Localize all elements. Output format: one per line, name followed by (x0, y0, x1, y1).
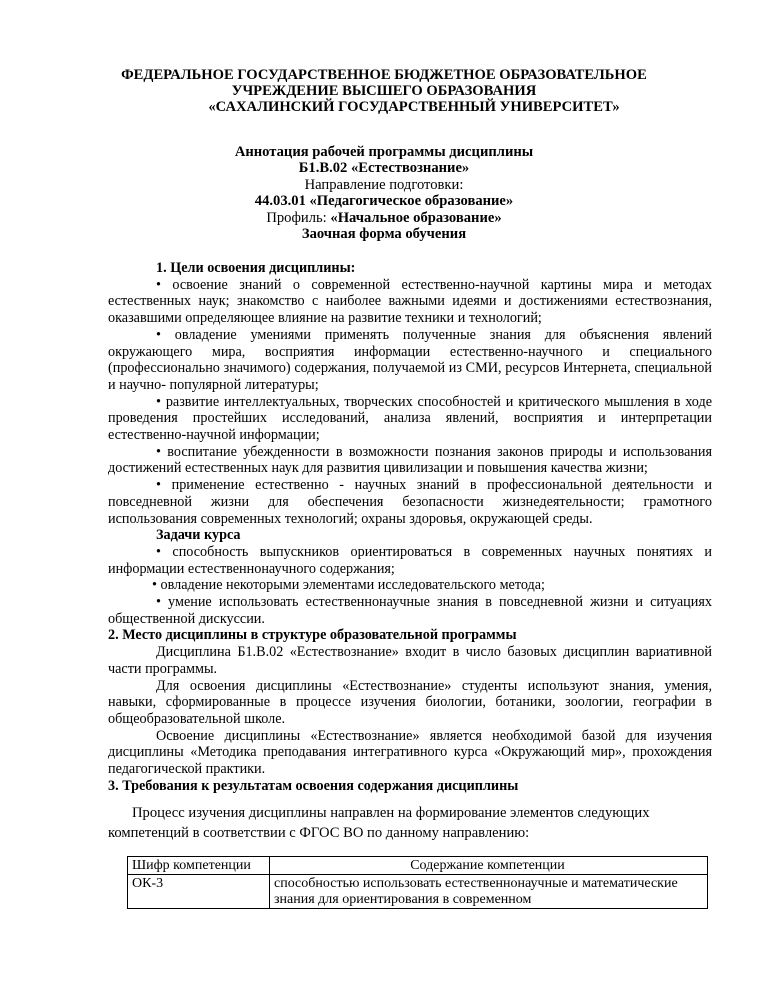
profile-label: Профиль: (266, 209, 331, 226)
profile-line (0, 210, 768, 226)
goal-item: • воспитание убежденности в возможности познания законов природы и использования достижений естественных наук для развития цивилизации и повышения качества жизни; (108, 443, 712, 477)
goal-item: • развитие интеллектуальных, творческих способностей и критического мышления в ходе проведения простейших исследований, анализа явлений, восприятия и интерпретации естественно-научной информации; (108, 393, 712, 444)
tasks-heading: Задачи курса (156, 527, 241, 544)
header-line-3: «САХАЛИНСКИЙ ГОСУДАРСТВЕННЫЙ УНИВЕРСИТЕТ» (208, 99, 620, 115)
competence-table (127, 856, 708, 909)
task-item: • умение использовать естественнонаучные знания в повседневной жизни и ситуациях общественной дискуссии. (108, 594, 712, 627)
direction-label: Направление подготовки: (304, 176, 464, 193)
document-body (108, 260, 712, 795)
section-2-heading: 2. Место дисциплины в структуре образовательной программы (108, 627, 517, 644)
task-item: • овладение некоторыми элементами исследовательского метода; (152, 577, 546, 594)
task-item: • способность выпускников ориентироваться в современных научных понятиях и информации естественнонаучного содержания; (108, 543, 712, 577)
header-line-2: УЧРЕЖДЕНИЕ ВЫСШЕГО ОБРАЗОВАНИЯ (231, 83, 537, 99)
section-3-heading: 3. Требования к результатам освоения содержания дисциплины (108, 777, 519, 794)
section-2-paragraph: Дисциплина Б1.В.02 «Естествознание» входит в число базовых дисциплин вариативной части программы. (108, 644, 712, 677)
profile-value: «Начальное образование» (330, 209, 502, 226)
section-1-heading: 1. Цели освоения дисциплины: (156, 260, 356, 276)
goal-item: • овладение умениями применять полученные знания для объяснения явлений окружающего мира, восприятия информации естественно-научного и специального (профессионально значимого) содержания, получаемой из СМИ, ресурсов Интернета, специальной и научно- популярной литературы; (108, 326, 712, 393)
section-3-intro: Процесс изучения дисциплины направлен на формирование элементов следующих компетенций в соответствии с ФГОС ВО по данному направлению: (108, 805, 650, 841)
competence-code: ОК-3 (128, 875, 270, 909)
goal-item: • применение естественно - научных знаний в профессиональной деятельности и повседневной жизни для обеспечения безопасности жизнедеятельности; грамотного использования современных технологий; охраны здоровья, окружающей среды. (108, 477, 712, 527)
table-header-content: Содержание компетенции (270, 857, 708, 875)
table-header-code: Шифр компетенции (128, 857, 270, 875)
section-2-paragraph: Освоение дисциплины «Естествознание» является необходимой базой для изучения дисциплины «Методика преподавания интегративного курса «Окружающий мир», прохождения педагогической практики. (108, 727, 712, 778)
table-row (128, 875, 708, 909)
university-header (0, 67, 768, 115)
goal-item: • освоение знаний о современной естественно-научной картины мира и методах естественных наук; знакомство с наиболее важными идеями и достижениями естествознания, оказавшими определяющее влияние на развитие техники и технологий; (108, 276, 712, 327)
annotation-title: Аннотация рабочей программы дисциплины (234, 144, 534, 160)
header-line-1: ФЕДЕРАЛЬНОЕ ГОСУДАРСТВЕННОЕ БЮДЖЕТНОЕ ОБРАЗОВАТЕЛЬНОЕ (121, 67, 647, 83)
study-form: Заочная форма обучения (301, 226, 467, 243)
annotation-block (0, 144, 768, 242)
section-2-paragraph: Для освоения дисциплины «Естествознание» студенты используют знания, умения, навыки, сформированные в процессе изучения биологии, ботаники, зоологии, географии в общеобразовательной школе. (108, 677, 712, 727)
competence-content: способностью использовать естественнонаучные и математические знания для ориентирования в современном (270, 875, 708, 909)
table-header-row (128, 857, 708, 875)
discipline-code: Б1.В.02 «Естествознание» (298, 160, 470, 177)
direction-value: 44.03.01 «Педагогическое образование» (254, 193, 514, 210)
